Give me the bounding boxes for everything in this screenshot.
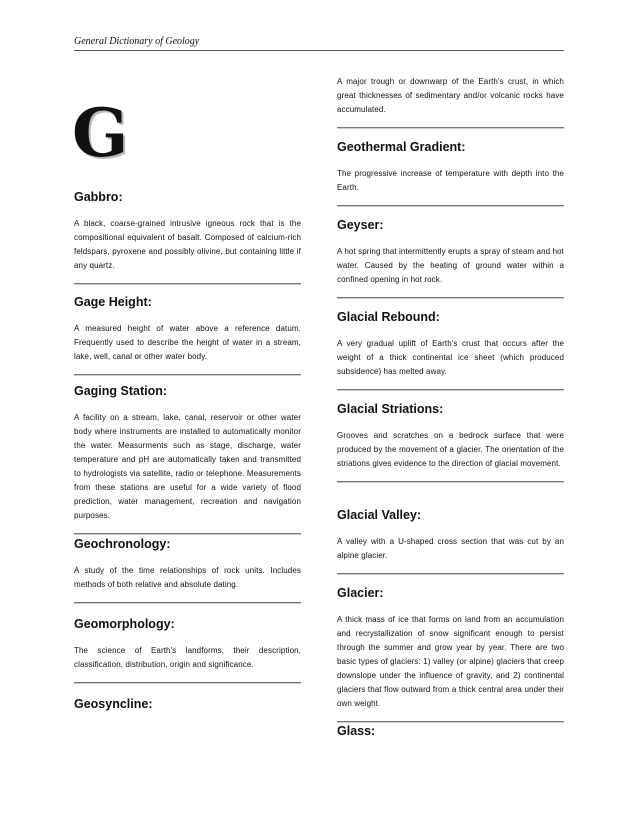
entry-divider: [337, 297, 564, 299]
entry-definition: A major trough or downwarp of the Earth's crust, in which great thicknesses of sedimentary and/or volcanic rocks have accumulated.: [337, 77, 564, 114]
entry-term: Gabbro:: [74, 190, 123, 204]
entry-divider: [337, 389, 564, 391]
entry-divider: [74, 682, 301, 684]
entry-definition: A study of the time relationships of rock units. Includes methods of both relative and absolute dating.: [74, 566, 301, 589]
entry-definition: The progressive increase of temperature with depth into the Earth.: [337, 169, 564, 192]
section-letter: G: [72, 94, 129, 172]
entry-geochronology: [74, 537, 301, 604]
entry-divider: [74, 374, 301, 376]
entry-glacial-valley: [337, 508, 564, 575]
entry-term: Glacial Valley:: [337, 508, 422, 522]
entry-divider: [337, 721, 564, 723]
entry-definition: The science of Earth's landforms, their description, classification, distribution, origin and significance.: [74, 646, 301, 669]
entry-glacial-rebound: [337, 310, 564, 391]
entry-glass: [337, 724, 564, 751]
entry-term: Geosyncline:: [74, 697, 153, 711]
entry-glacial-striations: [337, 402, 564, 483]
entry-term: Geomorphology:: [74, 617, 175, 631]
entry-term: Glacier:: [337, 586, 384, 600]
header-title: General Dictionary of Geology: [74, 36, 200, 47]
entry-definition: A facility on a stream, lake, canal, reservoir or other water body where instruments are installed to automatically monitor the water. Measurments such as stage, discharge, water temperature and pH are automatically taken and transmitted to hydrologists via satellite, radio or telephone. Measurements from these stations are useful for a wide variety of flood prediction, water management, recreation and navigation purposes.: [74, 413, 301, 520]
entry-divider: [337, 573, 564, 575]
entry-term: Geothermal Gradient:: [337, 140, 466, 154]
entry-term: Gage Height:: [74, 295, 152, 309]
entry-term: Geochronology:: [74, 537, 171, 551]
entry-glacier: [337, 586, 564, 723]
entry-geosyncline-continued: [337, 75, 564, 129]
entry-term: Geyser:: [337, 218, 384, 232]
entry-definition: A thick mass of ice that forms on land from an accumulation and recrystallization of snow significant enough to persist through the summer and grow year by year. There are two basic types of glaciers: 1) valley (or alpine) glaciers that creep downslope under the influence of gravity, and 2) continental glaciers that flow outward from a thick central area under their own weight.: [337, 615, 564, 708]
entry-term: Glacial Striations:: [337, 402, 444, 416]
entry-gage-height: [74, 295, 301, 376]
entry-term: Gaging Station:: [74, 384, 168, 398]
entry-geosyncline: [74, 697, 301, 724]
entry-definition: A valley with a U-shaped cross section that was cut by an alpine glacier.: [337, 537, 564, 560]
entry-geothermal-gradient: [337, 140, 564, 207]
entry-divider: [337, 127, 564, 129]
entry-definition: A black, coarse-grained intrusive igneous rock that is the compositional equivalent of basalt. Composed of calcium-rich feldspars, pyroxene and possibly olivine, but containing little if any quartz.: [74, 219, 301, 270]
entry-definition: A measured height of water above a reference datum. Frequently used to describe the height of water in a stream, lake, well, canal or other water body.: [74, 324, 301, 361]
entry-definition: A hot spring that intermittently erupts a spray of steam and hot water. Caused by the heating of ground water within a confined opening in hot rock.: [337, 247, 564, 284]
entry-geyser: [337, 218, 564, 299]
entry-definition: A very gradual uplift of Earth's crust that occurs after the weight of a thick continental ice sheet (which produced subsidence) has melted away.: [337, 339, 564, 376]
entry-divider: [74, 533, 301, 535]
entry-term: Glass:: [337, 724, 376, 738]
entry-divider: [74, 602, 301, 604]
entry-definition: Grooves and scratches on a bedrock surface that were produced by the movement of a glacier. The orientation of the striations gives evidence to the direction of glacial movement.: [337, 431, 564, 468]
entry-divider: [74, 283, 301, 285]
page-header: [74, 36, 564, 51]
entry-geomorphology: [74, 617, 301, 684]
entry-divider: [337, 205, 564, 207]
entry-gaging-station: [74, 384, 301, 535]
entry-gabbro: [74, 190, 301, 285]
entry-term: Glacial Rebound:: [337, 310, 440, 324]
entry-divider: [337, 481, 564, 483]
